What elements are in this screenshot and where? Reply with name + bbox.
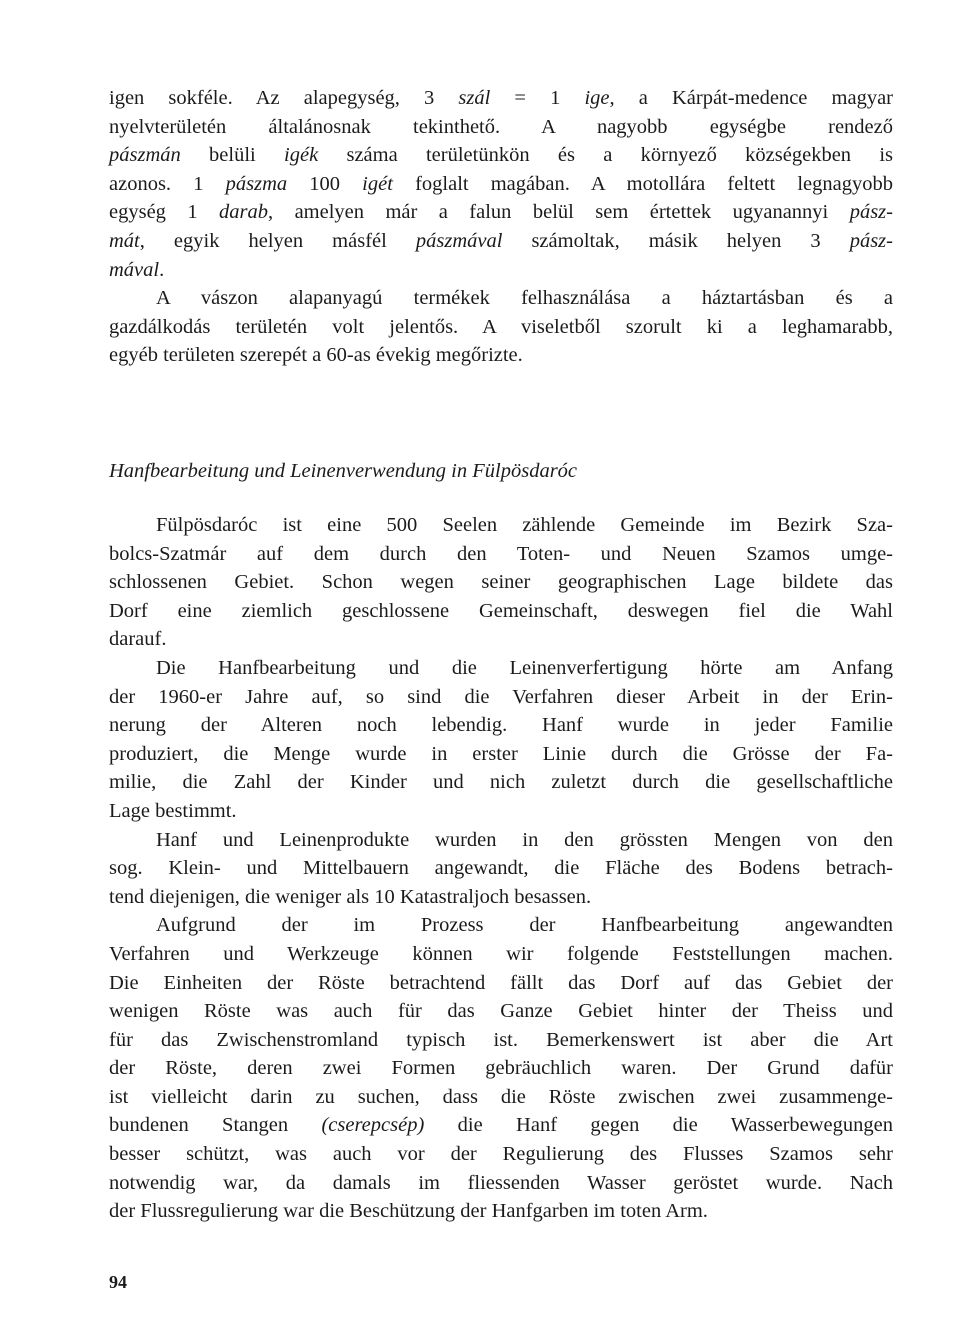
text-line (109, 141, 893, 170)
text-line (109, 227, 893, 256)
text-run: Fülpösdaróc ist eine 500 Seelen zählende Gemeinde im Bezirk Sza- (156, 514, 893, 536)
text-run: egyéb területen szerepét a 60-as évekig megőrizte. (109, 344, 523, 367)
text-run: der 1960-er Jahre auf, so sind die Verfahren dieser Arbeit in der Erin- (109, 685, 893, 708)
italic-term: mát (109, 229, 140, 252)
text-line (109, 256, 893, 285)
text-run: schlossenen Gebiet. Schon wegen seiner geographischen Lage bildete das (109, 571, 893, 594)
text-run: azonos. 1 (109, 172, 226, 195)
page-number: 94 (109, 1272, 127, 1292)
italic-term: igét (362, 172, 393, 195)
text-line (109, 797, 893, 826)
text-line (109, 740, 893, 769)
text-run: , egyik helyen másfél (139, 229, 416, 252)
text-line (109, 341, 893, 370)
text-run: = 1 (490, 87, 585, 109)
text-run: , a Kárpát-medence magyar (609, 87, 893, 109)
text-line (109, 1140, 893, 1169)
text-run: Die Hanfbearbeitung und die Leinenverfertigung hörte am Anfang (156, 656, 893, 679)
italic-term: ige (584, 87, 610, 109)
text-run: számoltak, másik helyen 3 (502, 229, 850, 252)
text-run: gazdálkodás területén volt jelentős. A viseletből szorult ki a leghamarabb, (109, 315, 893, 338)
italic-term: pászmán (109, 144, 181, 167)
text-run: Hanf und Leinenprodukte wurden in den grössten Mengen von den (156, 828, 893, 851)
text-line (109, 625, 893, 654)
text-line (109, 540, 893, 569)
text-run: száma területünkön és a környező községekben is (318, 144, 894, 167)
text-run: A vászon alapanyagú termékek felhasználása a háztartásban és a (156, 287, 893, 310)
hungarian-text (109, 84, 893, 370)
text-line (109, 1111, 893, 1140)
text-run: tend diejenigen, die weniger als 10 Katastraljoch besassen. (109, 885, 592, 908)
text-run: Verfahren und Werkzeuge können wir folgende Feststellungen machen. (109, 942, 893, 965)
text-line (109, 1197, 893, 1226)
text-run: darauf. (109, 628, 167, 651)
italic-term: pász- (849, 201, 893, 224)
italic-term: pászmával (415, 229, 503, 252)
text-run: besser schützt, was auch vor der Regulierung des Flusses Szamos sehr (109, 1143, 893, 1166)
text-line (109, 711, 893, 740)
text-line (109, 313, 893, 342)
text-run: Lage bestimmt. (109, 799, 237, 822)
text-run: . (159, 258, 165, 281)
italic-term: pász- (849, 229, 893, 252)
text-line (109, 1083, 893, 1112)
text-line (109, 826, 893, 855)
text-line (109, 768, 893, 797)
text-run: für das Zwischenstromland typisch ist. Bemerkenswert ist aber die Art (109, 1028, 893, 1051)
text-line (109, 1169, 893, 1198)
text-run: milie, die Zahl der Kinder und nich zuletzt durch die gesellschaftliche (109, 771, 893, 794)
text-line (109, 854, 893, 883)
text-run: der Röste, deren zwei Formen gebräuchlich waren. Der Grund dafür (109, 1057, 893, 1080)
text-line (109, 911, 893, 940)
italic-term: darab (219, 201, 269, 224)
text-run: 100 (287, 172, 363, 195)
section-heading: Hanfbearbeitung und Leinenverwendung in Fülpösdaróc (109, 460, 578, 482)
text-line (109, 683, 893, 712)
text-line (109, 997, 893, 1026)
text-run: belüli (180, 144, 285, 167)
text-line (109, 1054, 893, 1083)
text-line (109, 568, 893, 597)
text-line (109, 597, 893, 626)
text-line (109, 883, 893, 912)
text-run: egység 1 (109, 201, 220, 224)
text-line (109, 284, 893, 313)
italic-term: pászma (225, 172, 288, 195)
text-line (109, 84, 893, 113)
text-line (109, 198, 893, 227)
text-run: nerung der Alteren noch lebendig. Hanf wurde in jeder Familie (109, 714, 893, 737)
text-run: Dorf eine ziemlich geschlossene Gemeinschaft, deswegen fiel die Wahl (109, 599, 893, 622)
text-line (109, 170, 893, 199)
text-run: ist vielleicht darin zu suchen, dass die Röste zwischen zwei zusammenge- (109, 1085, 893, 1108)
text-run: bundenen Stangen (109, 1114, 322, 1137)
text-line (109, 113, 893, 142)
text-run: nyelvterületén általánosnak tekinthető. A nagyobb egységbe rendező (109, 115, 893, 138)
text-run: foglalt magában. A motollára feltett legnagyobb (392, 172, 893, 195)
text-run: , amelyen már a falun belül sem értettek ugyanannyi (268, 201, 850, 224)
text-run: Die Einheiten der Röste betrachtend fällt das Dorf auf das Gebiet der (109, 971, 893, 994)
text-run: igen sokféle. Az alapegység, 3 (109, 87, 459, 109)
text-run: wenigen Röste was auch für das Ganze Gebiet hinter der Theiss und (109, 1000, 893, 1023)
italic-term: igék (284, 144, 319, 167)
text-line (109, 654, 893, 683)
italic-term: mával (109, 258, 160, 281)
text-line (109, 969, 893, 998)
text-run: Aufgrund der im Prozess der Hanfbearbeitung angewandten (156, 914, 893, 937)
text-line (109, 1026, 893, 1055)
text-run: produziert, die Menge wurde in erster Linie durch die Grösse der Fa- (109, 742, 893, 765)
text-line (109, 940, 893, 969)
text-run: die Hanf gegen die Wasserbewegungen (424, 1114, 893, 1137)
italic-term: (cserepcsép) (321, 1114, 425, 1137)
text-line (109, 511, 893, 540)
italic-term: szál (458, 87, 491, 109)
text-run: sog. Klein- und Mittelbauern angewandt, die Fläche des Bodens betrach- (109, 857, 893, 880)
text-run: bolcs-Szatmár auf dem durch den Toten- und Neuen Szamos umge- (109, 542, 893, 565)
german-text (109, 511, 893, 1226)
text-run: notwendig war, da damals im fliessenden Wasser geröstet wurde. Nach (109, 1171, 893, 1194)
text-run: der Flussregulierung war die Beschützung der Hanfgarben im toten Arm. (109, 1200, 708, 1223)
